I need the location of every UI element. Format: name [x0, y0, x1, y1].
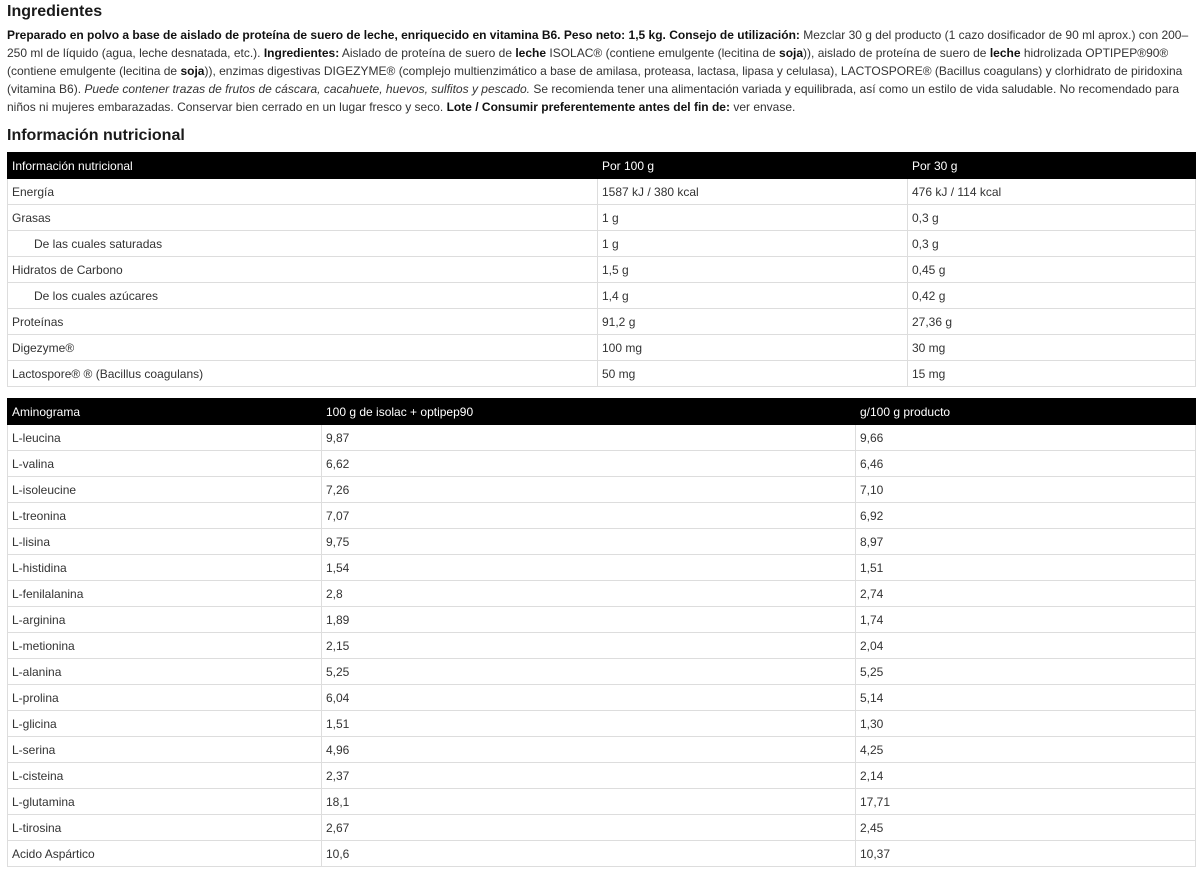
table-row — [8, 477, 1196, 503]
nutrient-per100: 1,5 g — [598, 257, 908, 283]
amino-name: L-tirosina — [8, 815, 322, 841]
ingredients-part: )), enzimas digestivas DIGEZYME® (complejo multienzimático a base de amilasa, proteasa, lactasa, lipasa y celulasa), LACTOSPORE® (Bacillus coagulans) y clorhidrato de piridoxina (vitamina B6). — [7, 64, 1183, 96]
nutrient-per100: 1587 kJ / 380 kcal — [598, 179, 908, 205]
table-row — [8, 737, 1196, 763]
table-row — [8, 283, 1196, 309]
amino-isolac-value: 18,1 — [322, 789, 856, 815]
nutrient-per100: 100 mg — [598, 335, 908, 361]
amino-name: L-cisteina — [8, 763, 322, 789]
ingredients-part: )), aislado de proteína de suero de — [803, 46, 987, 60]
amino-product-value: 2,74 — [856, 581, 1196, 607]
table-row — [8, 841, 1196, 867]
nutrient-per30: 476 kJ / 114 kcal — [908, 179, 1196, 205]
amino-isolac-value: 9,87 — [322, 425, 856, 451]
table-row — [8, 451, 1196, 477]
nutrition-header-per30: Por 30 g — [908, 153, 1196, 179]
nutrient-name: Digezyme® — [8, 335, 598, 361]
amino-isolac-value: 7,07 — [322, 503, 856, 529]
table-row — [8, 205, 1196, 231]
amino-isolac-value: 2,8 — [322, 581, 856, 607]
nutrition-header-name: Información nutricional — [8, 153, 598, 179]
traces-warning: Puede contener trazas de frutos de cáscara, cacahuete, huevos, sulfitos y pescado. — [84, 82, 530, 96]
amino-isolac-value: 9,75 — [322, 529, 856, 555]
nutrient-per30: 0,42 g — [908, 283, 1196, 309]
amino-name: L-treonina — [8, 503, 322, 529]
amino-product-value: 2,04 — [856, 633, 1196, 659]
nutrient-name: De los cuales azúcares — [8, 283, 598, 309]
usage-label: Consejo de utilización: — [669, 28, 800, 42]
allergen-soy: soja — [180, 64, 205, 78]
amino-isolac-value: 7,26 — [322, 477, 856, 503]
table-row — [8, 789, 1196, 815]
amino-product-value: 1,51 — [856, 555, 1196, 581]
amino-product-value: 5,14 — [856, 685, 1196, 711]
amino-product-value: 8,97 — [856, 529, 1196, 555]
table-row — [8, 555, 1196, 581]
amino-name: L-arginina — [8, 607, 322, 633]
ingredients-part: hidrolizada OPTIPEP®90® (contiene emulgente (lecitina de — [7, 46, 1169, 78]
table-row — [8, 581, 1196, 607]
amino-isolac-value: 10,6 — [322, 841, 856, 867]
table-row — [8, 815, 1196, 841]
table-row — [8, 685, 1196, 711]
amino-name: L-glutamina — [8, 789, 322, 815]
amino-name: L-serina — [8, 737, 322, 763]
amino-name: L-fenilalanina — [8, 581, 322, 607]
table-row — [8, 633, 1196, 659]
nutrient-per100: 1,4 g — [598, 283, 908, 309]
table-row — [8, 179, 1196, 205]
amino-product-value: 1,74 — [856, 607, 1196, 633]
nutrient-per30: 0,3 g — [908, 231, 1196, 257]
amino-isolac-value: 1,51 — [322, 711, 856, 737]
amino-name: L-histidina — [8, 555, 322, 581]
ingredients-label: Ingredientes: — [263, 46, 340, 60]
lot-text: ver envase. — [733, 100, 796, 114]
nutrition-title: Información nutricional — [7, 127, 185, 144]
table-row — [8, 763, 1196, 789]
amino-isolac-value: 1,89 — [322, 607, 856, 633]
usage-text: Mezclar 30 g del producto (1 cazo dosificador de 90 ml aprox.) con 200–250 ml de líquido (agua, leche desnatada, etc.). — [7, 28, 1189, 60]
allergen-soy: soja — [779, 46, 804, 60]
table-row — [8, 607, 1196, 633]
amino-name: Acido Aspártico — [8, 841, 322, 867]
amino-product-value: 10,37 — [856, 841, 1196, 867]
amino-isolac-value: 2,67 — [322, 815, 856, 841]
amino-name: L-valina — [8, 451, 322, 477]
amino-name: L-prolina — [8, 685, 322, 711]
nutrient-per100: 1 g — [598, 231, 908, 257]
nutrient-name: Energía — [8, 179, 598, 205]
ingredients-part: ISOLAC® (contiene emulgente (lecitina de — [549, 46, 776, 60]
amino-product-value: 9,66 — [856, 425, 1196, 451]
nutrient-name: Grasas — [8, 205, 598, 231]
amino-product-value: 5,25 — [856, 659, 1196, 685]
ingredients-text — [7, 26, 1195, 116]
amino-product-value: 17,71 — [856, 789, 1196, 815]
table-row — [8, 257, 1196, 283]
amino-product-value: 2,14 — [856, 763, 1196, 789]
allergen-milk: leche — [989, 46, 1021, 60]
aminogram-table — [7, 398, 1196, 867]
nutrient-per100: 91,2 g — [598, 309, 908, 335]
aminogram-header-isolac: 100 g de isolac + optipep90 — [322, 399, 856, 425]
allergen-milk: leche — [515, 46, 547, 60]
table-row — [8, 659, 1196, 685]
aminogram-header-product: g/100 g producto — [856, 399, 1196, 425]
amino-isolac-value: 6,04 — [322, 685, 856, 711]
amino-isolac-value: 2,37 — [322, 763, 856, 789]
nutrient-per30: 15 mg — [908, 361, 1196, 387]
nutrient-name: Lactospore® ® (Bacillus coagulans) — [8, 361, 598, 387]
table-row — [8, 425, 1196, 451]
nutrient-name: Hidratos de Carbono — [8, 257, 598, 283]
amino-product-value: 6,92 — [856, 503, 1196, 529]
nutrient-per30: 30 mg — [908, 335, 1196, 361]
amino-isolac-value: 1,54 — [322, 555, 856, 581]
amino-name: L-lisina — [8, 529, 322, 555]
amino-isolac-value: 4,96 — [322, 737, 856, 763]
amino-product-value: 2,45 — [856, 815, 1196, 841]
amino-product-value: 4,25 — [856, 737, 1196, 763]
ingredients-part: Aislado de proteína de suero de — [341, 46, 512, 60]
amino-name: L-alanina — [8, 659, 322, 685]
amino-name: L-glicina — [8, 711, 322, 737]
nutrition-header-per100: Por 100 g — [598, 153, 908, 179]
nutrient-name: De las cuales saturadas — [8, 231, 598, 257]
amino-isolac-value: 5,25 — [322, 659, 856, 685]
nutrient-per30: 0,45 g — [908, 257, 1196, 283]
table-row — [8, 231, 1196, 257]
nutrient-name: Proteínas — [8, 309, 598, 335]
table-row — [8, 711, 1196, 737]
table-row — [8, 309, 1196, 335]
nutrient-per30: 0,3 g — [908, 205, 1196, 231]
amino-name: L-leucina — [8, 425, 322, 451]
amino-isolac-value: 2,15 — [322, 633, 856, 659]
lot-label: Lote / Consumir preferentemente antes del fin de: — [446, 100, 730, 114]
recommendation-text: Se recomienda tener una alimentación variada y equilibrada, así como un estilo de vida saludable. No recomendado para niños ni mujeres embarazadas. Conservar bien cerrado en un lugar fresco y seco. — [7, 82, 1180, 114]
aminogram-header-row — [8, 399, 1196, 425]
table-row — [8, 335, 1196, 361]
amino-product-value: 6,46 — [856, 451, 1196, 477]
amino-name: L-isoleucine — [8, 477, 322, 503]
amino-product-value: 7,10 — [856, 477, 1196, 503]
table-row — [8, 503, 1196, 529]
amino-product-value: 1,30 — [856, 711, 1196, 737]
ingredients-intro: Preparado en polvo a base de aislado de proteína de suero de leche, enriquecido en vitamina B6. Peso neto: — [7, 28, 626, 42]
nutrient-per100: 1 g — [598, 205, 908, 231]
amino-name: L-metionina — [8, 633, 322, 659]
nutrient-per100: 50 mg — [598, 361, 908, 387]
nutrition-header-row — [8, 153, 1196, 179]
nutrient-per30: 27,36 g — [908, 309, 1196, 335]
ingredients-title: Ingredientes — [7, 3, 103, 20]
nutrition-table — [7, 152, 1196, 387]
net-weight: 1,5 kg. — [628, 28, 666, 42]
aminogram-header-name: Aminograma — [8, 399, 322, 425]
table-row — [8, 361, 1196, 387]
amino-isolac-value: 6,62 — [322, 451, 856, 477]
table-row — [8, 529, 1196, 555]
